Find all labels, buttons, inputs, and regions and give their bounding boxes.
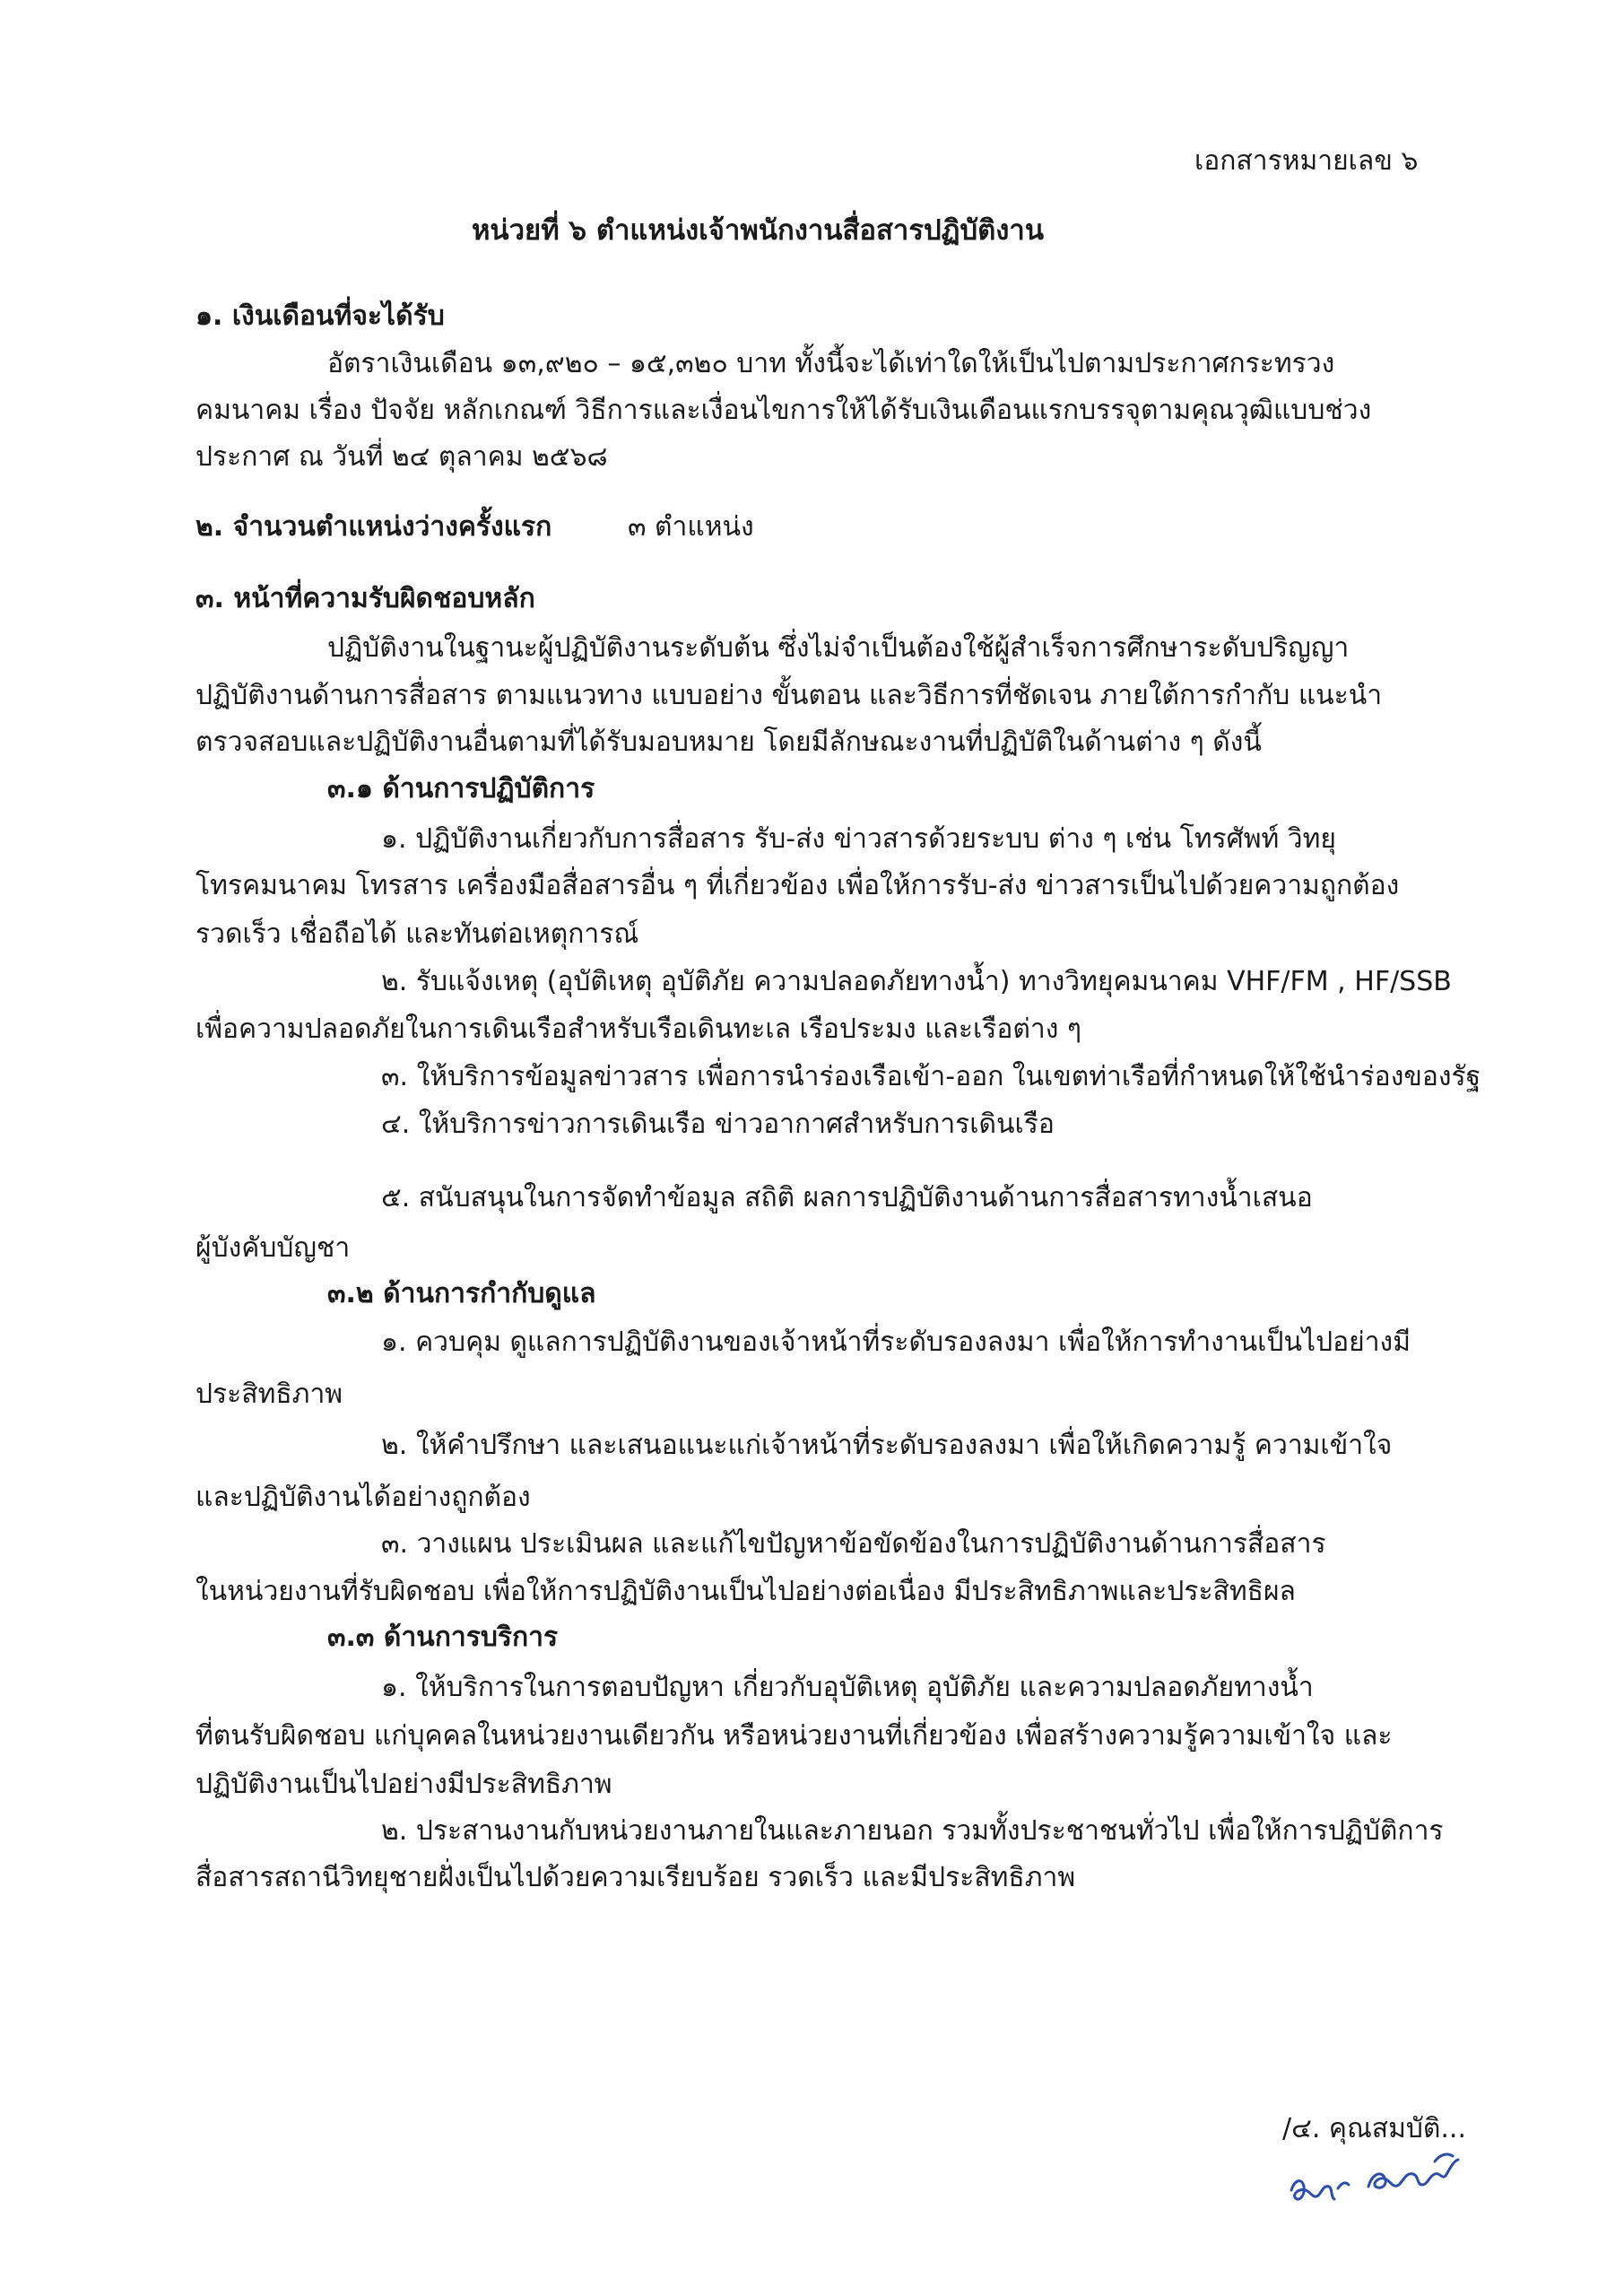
- paragraph-line: ประกาศ ณ วันที่ ๒๔ ตุลาคม ๒๕๖๘: [195, 441, 608, 473]
- list-item-line: ๑. ปฏิบัติงานเกี่ยวกับการสื่อสาร รับ-ส่ง ข่าวสารด้วยระบบ ต่าง ๆ เช่น โทรศัพท์ วิทยุ: [381, 823, 1336, 855]
- list-item-line: ๒. รับแจ้งเหตุ (อุบัติเหตุ อุบัติภัย ความปลอดภัยทางน้ำ) ทางวิทยุคมนาคม VHF/FM , HF/SSB: [381, 966, 1452, 997]
- list-item-line: ผู้บังคับบัญชา: [195, 1232, 351, 1264]
- list-item-line: ๒. ให้คำปรึกษา และเสนอแนะแก่เจ้าหน้าที่ระดับรองลงมา เพื่อให้เกิดความรู้ ความเข้าใจ: [381, 1430, 1393, 1461]
- list-item-line: ๔. ให้บริการข่าวการเดินเรือ ข่าวอากาศสำหรับการเดินเรือ: [381, 1109, 1055, 1140]
- list-item-line: ๓. วางแผน ประเมินผล และแก้ไขปัญหาข้อขัดข้องในการปฏิบัติงานด้านการสื่อสาร: [381, 1528, 1326, 1560]
- list-item-line: เพื่อความปลอดภัยในการเดินเรือสำหรับเรือเดินทะเล เรือประมง และเรือต่าง ๆ: [195, 1013, 1082, 1045]
- list-item-line: ๒. ประสานงานกับหน่วยงานภายในและภายนอก รวมทั้งประชาชนทั่วไป เพื่อให้การปฏิบัติการ: [381, 1815, 1444, 1847]
- section-1-heading: ๑. เงินเดือนที่จะได้รับ: [195, 300, 445, 332]
- list-item-line: ประสิทธิภาพ: [195, 1378, 343, 1410]
- list-item-line: ๑. ควบคุม ดูแลการปฏิบัติงานของเจ้าหน้าที่ระดับรองลงมา เพื่อให้การทำงานเป็นไปอย่างมี: [381, 1326, 1411, 1358]
- section-2-heading: ๒. จำนวนตำแหน่งว่างครั้งแรก: [195, 511, 552, 543]
- paragraph-line: ปฏิบัติงานในฐานะผู้ปฏิบัติงานระดับต้น ซึ่งไม่จำเป็นต้องใช้ผู้สำเร็จการศึกษาระดับปริญญา: [327, 632, 1350, 664]
- paragraph-line: ตรวจสอบและปฏิบัติงานอื่นตามที่ได้รับมอบหมาย โดยมีลักษณะงานที่ปฏิบัติในด้านต่าง ๆ ดังนี้: [195, 726, 1262, 758]
- list-item-line: ที่ตนรับผิดชอบ แก่บุคคลในหน่วยงานเดียวกัน หรือหน่วยงานที่เกี่ยวข้อง เพื่อสร้างความรู้ความเข้าใจ และ: [195, 1720, 1393, 1752]
- list-item-line: ๓. ให้บริการข้อมูลข่าวสาร เพื่อการนำร่องเรือเข้า-ออก ในเขตท่าเรือที่กำหนดให้ใช้นำร่องของรัฐ: [381, 1061, 1481, 1092]
- next-page-reference: /๔. คุณสมบัติ...: [1282, 2113, 1467, 2144]
- page-title: หน่วยที่ ๖ ตำแหน่งเจ้าพนักงานสื่อสารปฏิบัติงาน: [472, 214, 1045, 247]
- list-item-line: ปฏิบัติงานเป็นไปอย่างมีประสิทธิภาพ: [195, 1769, 612, 1800]
- subsection-3-3-heading: ๓.๓ ด้านการบริการ: [327, 1622, 559, 1653]
- subsection-3-2-heading: ๓.๒ ด้านการกำกับดูแล: [327, 1278, 596, 1309]
- list-item-line: ๑. ให้บริการในการตอบปัญหา เกี่ยวกับอุบัติเหตุ อุบัติภัย และความปลอดภัยทางน้ำ: [381, 1672, 1314, 1703]
- section-3-heading: ๓. หน้าที่ความรับผิดชอบหลัก: [195, 583, 535, 614]
- handwritten-signature: [1282, 2135, 1480, 2215]
- paragraph-line: ปฏิบัติงานด้านการสื่อสาร ตามแนวทาง แบบอย่าง ขั้นตอน และวิธีการที่ชัดเจน ภายใต้การกำกับ แนะนำ: [195, 680, 1383, 711]
- document-number: เอกสารหมายเลข ๖: [1194, 145, 1419, 177]
- list-item-line: ในหน่วยงานที่รับผิดชอบ เพื่อให้การปฏิบัติงานเป็นไปอย่างต่อเนื่อง มีประสิทธิภาพและประสิทธิผล: [195, 1576, 1296, 1607]
- section-2-value: ๓ ตำแหน่ง: [628, 511, 754, 543]
- list-item-line: ๕. สนับสนุนในการจัดทำข้อมูล สถิติ ผลการปฏิบัติงานด้านการสื่อสารทางน้ำเสนอ: [381, 1182, 1313, 1213]
- paragraph-line: อัตราเงินเดือน ๑๓,๙๒๐ – ๑๕,๓๒๐ บาท ทั้งนี้จะได้เท่าใดให้เป็นไปตามประกาศกระทรวง: [327, 348, 1335, 379]
- paragraph-line: คมนาคม เรื่อง ปัจจัย หลักเกณฑ์ วิธีการและเงื่อนไขการให้ได้รับเงินเดือนแรกบรรจุตามคุณวุฒิแบบช่วง: [195, 395, 1372, 426]
- list-item-line: โทรคมนาคม โทรสาร เครื่องมือสื่อสารอื่น ๆ ที่เกี่ยวข้อง เพื่อให้การรับ-ส่ง ข่าวสารเป็นไปด้วยความถูกต้อง: [195, 870, 1400, 901]
- signature-strokes: [1291, 2154, 1458, 2199]
- list-item-line: รวดเร็ว เชื่อถือได้ และทันต่อเหตุการณ์: [195, 918, 639, 950]
- subsection-3-1-heading: ๓.๑ ด้านการปฏิบัติการ: [327, 773, 595, 804]
- list-item-line: สื่อสารสถานีวิทยุชายฝั่งเป็นไปด้วยความเรียบร้อย รวดเร็ว และมีประสิทธิภาพ: [195, 1862, 1076, 1893]
- list-item-line: และปฏิบัติงานได้อย่างถูกต้อง: [195, 1482, 531, 1513]
